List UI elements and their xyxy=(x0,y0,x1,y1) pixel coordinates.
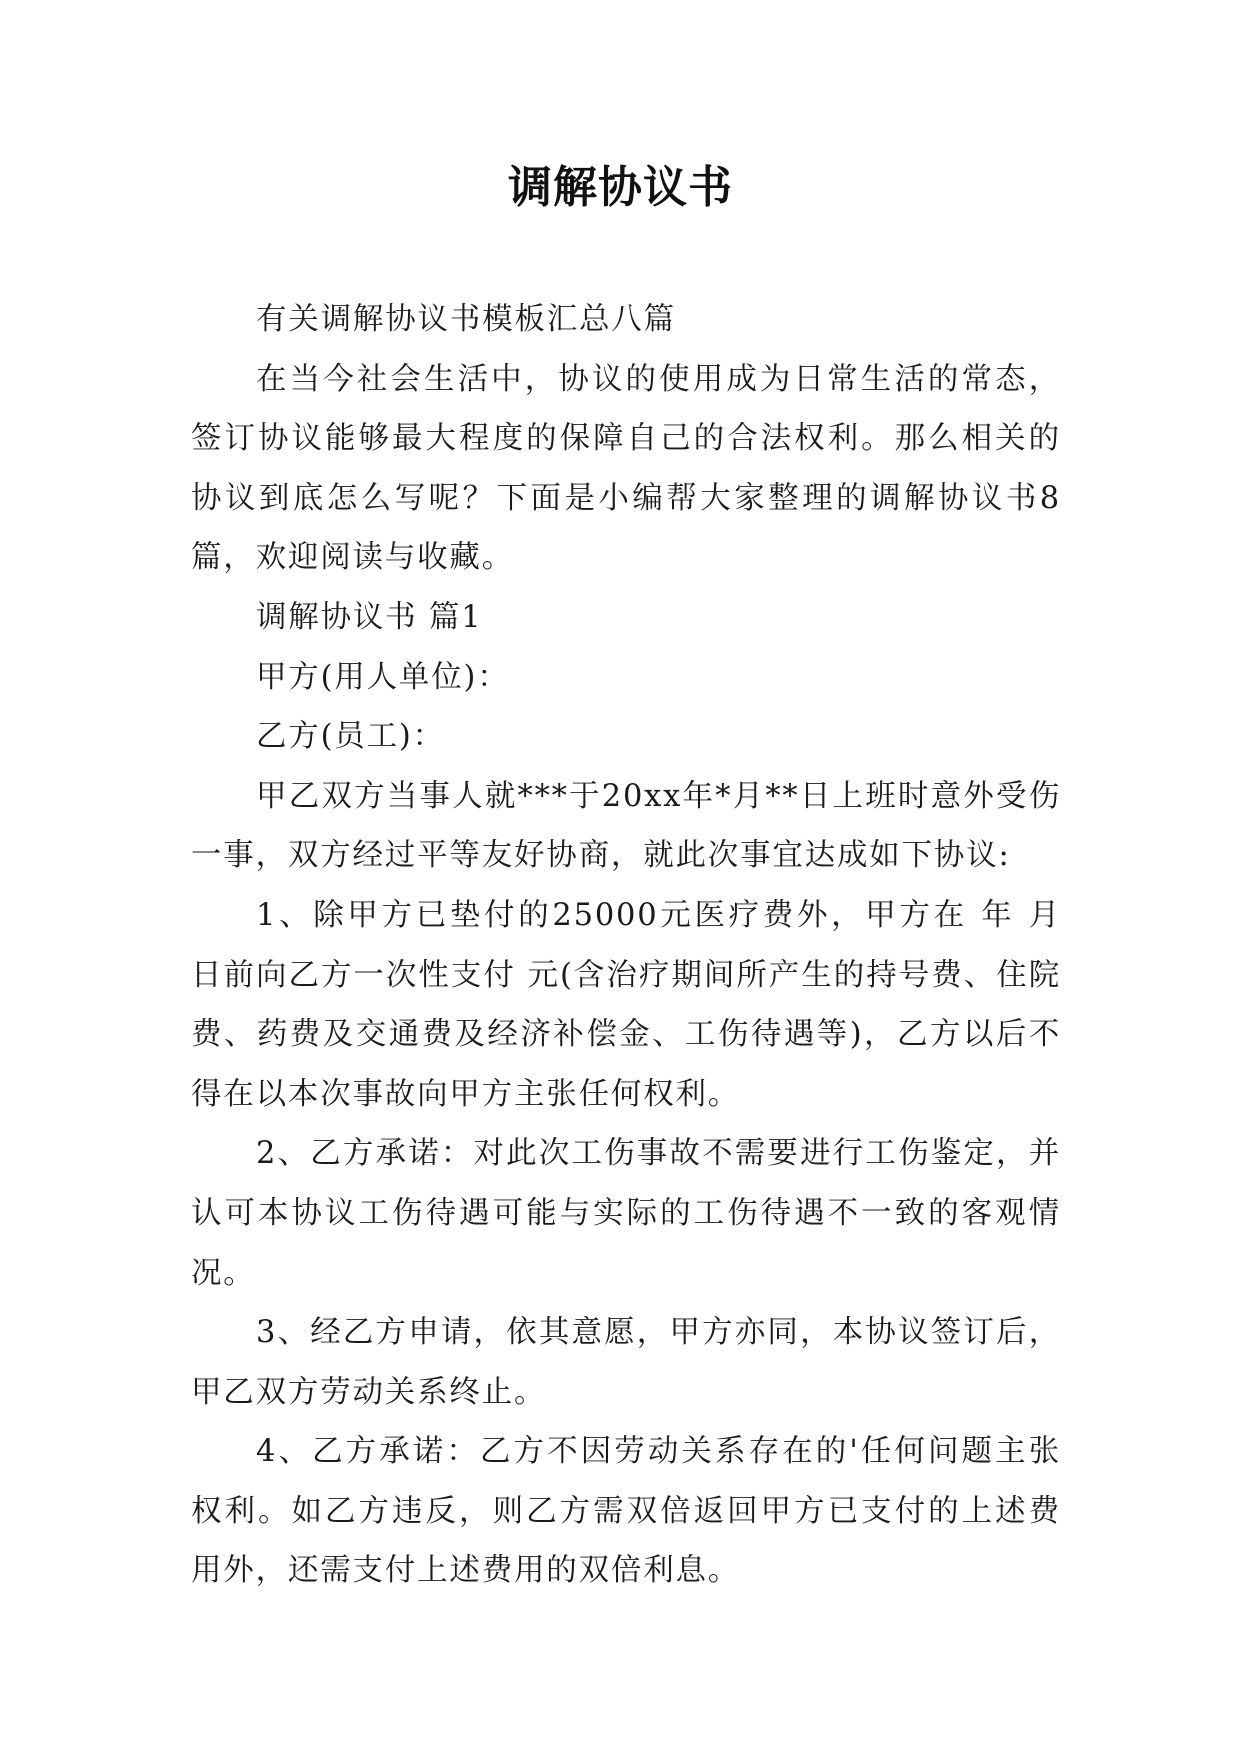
paragraph-clause-3: 3、经乙方申请，依其意愿，甲方亦同，本协议签订后，甲乙双方劳动关系终止。 xyxy=(191,1315,1061,1410)
paragraph-intro: 在当今社会生活中，协议的使用成为日常生活的常态，签订协议能够最大程度的保障自己的合法权利。那么相关的协议到底怎么写呢？下面是小编帮大家整理的调解协议书8篇，欢迎阅读与收藏。 xyxy=(191,361,1061,576)
paragraph-preamble: 甲乙双方当事人就***于20xx年*月**日上班时意外受伤一事，双方经过平等友好协商，就此次事宜达成如下协议: xyxy=(191,778,1061,874)
paragraph-party-a: 甲方(用人单位)： xyxy=(256,659,510,695)
document-title: 调解协议书 xyxy=(508,162,733,213)
paragraph-party-b: 乙方(员工)： xyxy=(256,719,445,755)
paragraph-section-heading: 调解协议书 篇1 xyxy=(256,599,483,635)
paragraph-clause-4: 4、乙方承诺：乙方不因劳动关系存在的'任何问题主张权利。如乙方违反，则乙方需双倍返回甲方已支付的上述费用外，还需支付上述费用的双倍利息。 xyxy=(191,1434,1061,1589)
paragraph-clause-1: 1、除甲方已垫付的25000元医疗费外，甲方在 年 月 日前向乙方一次性支付 元(含治疗期间所产生的持号费、住院费、药费及交通费及经济补偿金、工伤待遇等)，乙方以后不得在以本次事故向甲方主张任何权利。 xyxy=(191,897,1061,1112)
paragraph-subtitle: 有关调解协议书模板汇总八篇 xyxy=(256,302,676,337)
document-body xyxy=(191,290,1061,1601)
paragraph-clause-2: 2、乙方承诺：对此次工伤事故不需要进行工伤鉴定，并认可本协议工伤待遇可能与实际的工伤待遇不一致的客观情况。 xyxy=(191,1136,1061,1291)
